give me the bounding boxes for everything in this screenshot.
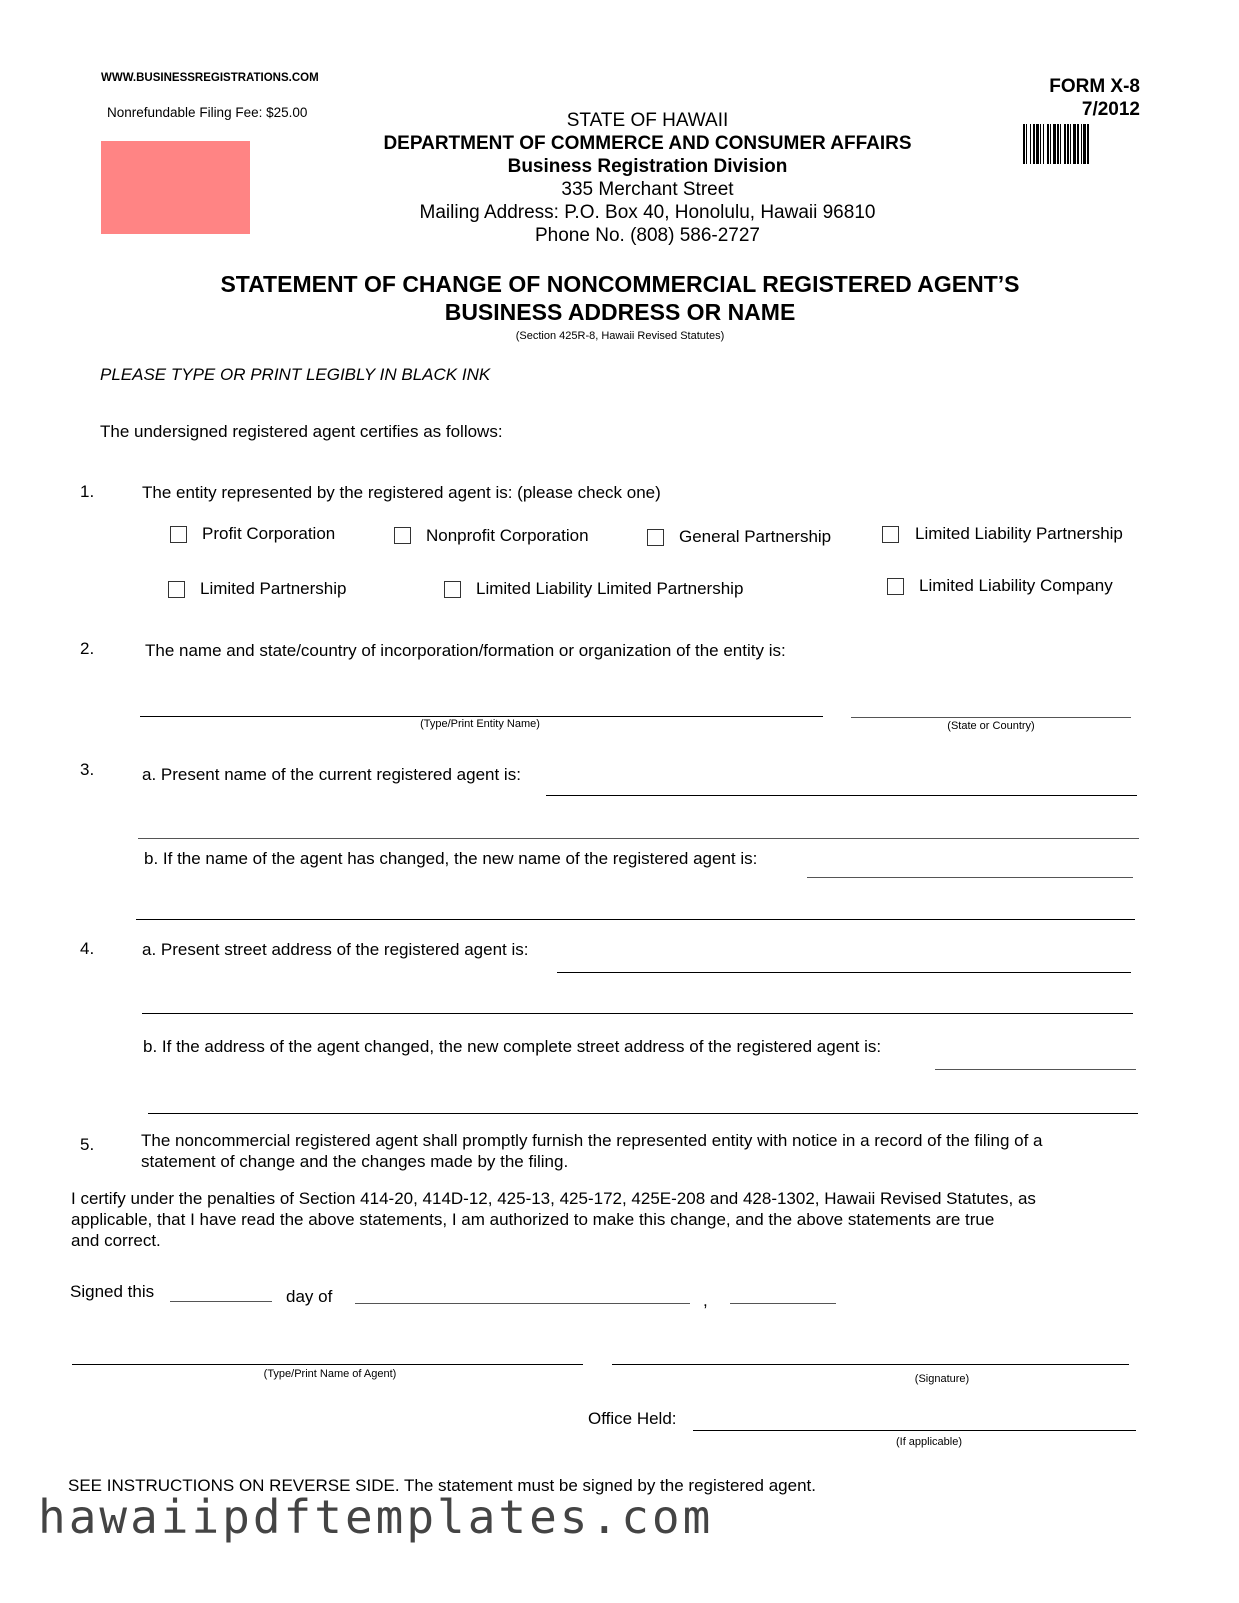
barcode-bar (1073, 124, 1076, 164)
section-3b-text: b. If the name of the agent has changed, the new name of the registered agent is: (144, 849, 758, 868)
statute-reference: (Section 425R-8, Hawaii Revised Statutes) (515, 330, 725, 342)
date-comma: , (703, 1291, 708, 1310)
signed-this-label: Signed this (70, 1282, 155, 1301)
website-text: WWW.BUSINESSREGISTRATIONS.COM (101, 72, 319, 84)
filing-stamp-box (101, 141, 250, 234)
barcode-bar (1040, 124, 1041, 164)
street-address: 335 Merchant Street (561, 179, 734, 200)
form-number: FORM X-8 (1049, 76, 1140, 97)
footer-note: SEE INSTRUCTIONS ON REVERSE SIDE. The statement must be signed by the registered agent. (68, 1476, 816, 1495)
signed-day-field[interactable] (170, 1301, 272, 1302)
section-4a-text: a. Present street address of the registered agent is: (142, 940, 529, 959)
office-held-field[interactable] (693, 1430, 1136, 1431)
section-5-line1: The noncommercial registered agent shall promptly furnish the represented entity with notice in a record of the filing of a (141, 1131, 1043, 1150)
checkbox-limited-partnership[interactable] (168, 581, 185, 598)
barcode-bar (1060, 124, 1061, 164)
state-country-field[interactable] (851, 717, 1131, 718)
barcode-bar (1077, 124, 1079, 164)
entity-name-field[interactable] (140, 716, 823, 717)
checkbox-profit-corporation[interactable] (170, 526, 187, 543)
barcode-bar (1067, 124, 1069, 164)
checkbox-limited-liability-partnership[interactable] (882, 526, 899, 543)
phone-number: Phone No. (808) 586-2727 (535, 225, 760, 246)
signed-month-field[interactable] (355, 1303, 690, 1304)
intro-text: The undersigned registered agent certifies as follows: (100, 422, 503, 441)
certification-line3: and correct. (71, 1231, 161, 1250)
label-profit-corporation: Profit Corporation (202, 524, 336, 543)
label-limited-liability-partnership: Limited Liability Partnership (915, 524, 1123, 543)
mailing-address: Mailing Address: P.O. Box 40, Honolulu, Hawaii 96810 (419, 202, 876, 223)
filing-fee: Nonrefundable Filing Fee: $25.00 (107, 105, 308, 120)
entity-name-caption: (Type/Print Entity Name) (420, 718, 540, 730)
new-address-field[interactable] (935, 1069, 1136, 1070)
section-2-number: 2. (80, 639, 95, 658)
checkbox-general-partnership[interactable] (647, 529, 664, 546)
certification-line2: applicable, that I have read the above statements, I am authorized to make this change, and the above statements are true (71, 1210, 995, 1229)
certification-line1: I certify under the penalties of Section 414-20, 414D-12, 425-13, 425-172, 425E-208 and 428-1302, Hawaii Revised Statutes, as (71, 1189, 1036, 1208)
label-limited-liability-limited-partnership: Limited Liability Limited Partnership (476, 579, 744, 598)
label-limited-liability-company: Limited Liability Company (919, 576, 1113, 595)
label-limited-partnership: Limited Partnership (200, 579, 347, 598)
new-address-field-line2[interactable] (148, 1113, 1138, 1114)
barcode-bar (1057, 124, 1059, 164)
section-1-text: The entity represented by the registered agent is: (please check one) (142, 483, 661, 502)
form-title-line2: BUSINESS ADDRESS OR NAME (444, 299, 796, 325)
signature-field[interactable] (612, 1364, 1129, 1365)
state-name: STATE OF HAWAII (566, 110, 729, 131)
barcode-icon (1023, 124, 1141, 164)
barcode-bar (1047, 124, 1049, 164)
ink-instructions: PLEASE TYPE OR PRINT LEGIBLY IN BLACK INK (100, 365, 491, 384)
day-of-label: day of (286, 1287, 333, 1306)
division-name: Business Registration Division (507, 156, 788, 177)
department-name: DEPARTMENT OF COMMERCE AND CONSUMER AFFAIRS (383, 133, 912, 154)
barcode-bar (1033, 124, 1035, 164)
new-agent-name-field[interactable] (807, 877, 1133, 878)
barcode-bar (1026, 124, 1027, 164)
barcode-bar (1081, 124, 1082, 164)
agent-name-caption: (Type/Print Name of Agent) (263, 1368, 397, 1380)
barcode-bar (1023, 124, 1025, 164)
section-5-line2: statement of change and the changes made by the filing. (141, 1152, 569, 1171)
signed-year-field[interactable] (730, 1303, 836, 1304)
form-date: 7/2012 (1081, 99, 1140, 120)
section-5-number: 5. (80, 1135, 95, 1154)
present-address-field-line2[interactable] (142, 1013, 1133, 1014)
if-applicable-caption: (If applicable) (895, 1436, 963, 1448)
barcode-bar (1043, 124, 1044, 164)
checkbox-limited-liability-company[interactable] (887, 578, 904, 595)
barcode-bar (1036, 124, 1039, 164)
state-country-caption: (State or Country) (947, 720, 1035, 732)
barcode-bar (1087, 124, 1089, 164)
checkbox-nonprofit-corporation[interactable] (394, 527, 411, 544)
agent-name-field[interactable] (72, 1364, 583, 1365)
barcode-bar (1030, 124, 1031, 164)
section-3-number: 3. (80, 760, 95, 779)
office-held-label: Office Held: (588, 1409, 677, 1428)
watermark-text: hawaiipdftemplates.com (38, 1490, 714, 1544)
present-agent-name-field-line2[interactable] (138, 838, 1139, 839)
present-agent-name-field[interactable] (546, 795, 1137, 796)
barcode-bar (1064, 124, 1066, 164)
barcode-bar (1050, 124, 1051, 164)
form-title-line1: STATEMENT OF CHANGE OF NONCOMMERCIAL REGISTERED AGENT’S (220, 271, 1020, 297)
section-1-number: 1. (80, 482, 95, 501)
label-nonprofit-corporation: Nonprofit Corporation (426, 526, 589, 545)
section-3a-text: a. Present name of the current registered agent is: (142, 765, 521, 784)
signature-caption: (Signature) (914, 1373, 970, 1385)
barcode-bar (1083, 124, 1086, 164)
label-general-partnership: General Partnership (679, 527, 832, 546)
barcode-bar (1053, 124, 1056, 164)
section-4-number: 4. (80, 939, 95, 958)
checkbox-limited-liability-limited-partnership[interactable] (444, 581, 461, 598)
barcode-bar (1070, 124, 1071, 164)
new-agent-name-field-line2[interactable] (136, 919, 1135, 920)
section-2-text: The name and state/country of incorporation/formation or organization of the entity is: (145, 641, 786, 660)
present-address-field[interactable] (557, 972, 1131, 973)
section-4b-text: b. If the address of the agent changed, the new complete street address of the registered agent is: (143, 1037, 882, 1056)
